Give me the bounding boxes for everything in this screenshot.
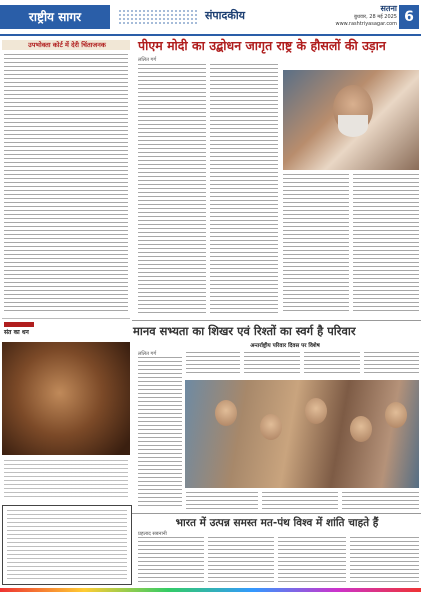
site-url[interactable]: www.rashtriyasagar.com [335,21,397,27]
middle-byline: ललित गर्ग [138,351,157,357]
lead-col-1 [138,64,206,314]
brand-logo: राष्ट्रीय सागर [0,5,110,29]
mid-divider [132,320,421,321]
middle-col-4-bottom [342,492,419,510]
pm-modi-photo [283,70,419,170]
bottom-byline: प्रहलाद सबनानी [138,531,167,537]
middle-col-3-bottom [262,492,338,510]
bottom-col-3 [278,537,346,585]
middle-col-1 [138,357,182,507]
date-box [322,5,397,29]
middle-col-2-top [186,352,240,376]
middle-col-3-top [244,352,300,376]
date-text: बुधवार, 28 मई 2025 [354,14,397,20]
bottom-col-1 [138,537,204,585]
middle-headline: मानव सभ्यता का शिखर एवं रिश्तों का स्वर्ग है परिवार [133,324,356,338]
middle-kicker: अन्तर्राष्ट्रीय परिवार दिवस पर विशेष [250,343,320,349]
bottom-divider [132,513,421,514]
middle-col-5-top [364,352,419,376]
subsection-title: संत का धन [4,329,29,336]
page-number: 6 [399,5,419,29]
section-title: संपादकीय [205,9,246,22]
spiritual-photo [2,342,130,455]
footer-color-bar [0,588,421,592]
left-column-text [4,54,128,314]
bottom-col-2 [208,537,274,585]
left-divider [2,318,130,319]
lead-headline: पीएम मोदी का उद्बोधन जागृत राष्ट्र के हौसलों की उड़ान [138,38,386,53]
lead-col-4 [353,174,419,314]
masthead [0,0,421,34]
family-photo [185,380,419,488]
imprint-box [2,505,132,585]
lead-col-2 [210,64,278,314]
bottom-col-4 [350,537,419,585]
bottom-headline: भारत में उत्पन्न समस्त मत-पंथ विश्व में शांति चाहते हैं [175,517,379,529]
masthead-rule [0,34,421,36]
dot-pattern-decoration [118,9,198,25]
lead-byline: ललित गर्ग [138,57,157,63]
middle-col-2-bottom [186,492,258,510]
city-name: सतना [380,4,397,13]
lead-col-3 [283,174,349,314]
santo-text [4,460,128,500]
left-tag [4,322,34,327]
middle-col-4-top [304,352,360,376]
left-column-headline: उपभोक्ता कोर्ट में देरी चिंताजनक [28,41,106,49]
